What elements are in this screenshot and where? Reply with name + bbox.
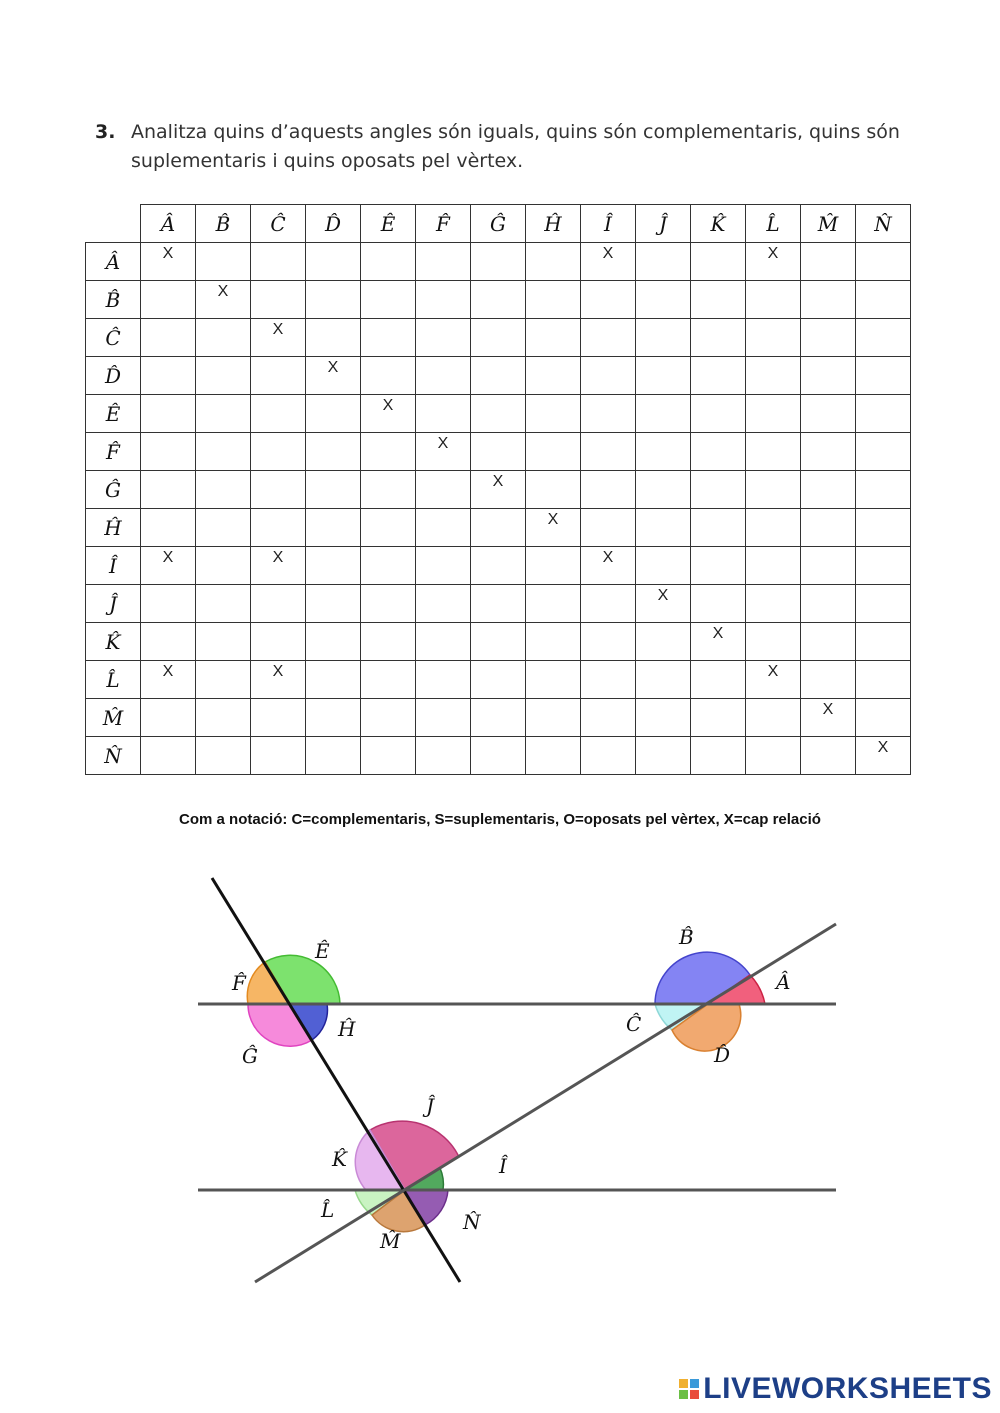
transversal-line-2: [255, 924, 836, 1282]
relation-cell[interactable]: [361, 433, 416, 471]
table-row: [86, 357, 911, 395]
label-l: L̂: [321, 1198, 335, 1222]
relation-cell[interactable]: [856, 547, 911, 585]
relation-cell[interactable]: [581, 395, 636, 433]
relation-cell[interactable]: [306, 281, 361, 319]
notation-legend: Com a notació: C=complementaris, S=suplementaris, O=oposats pel vèrtex, X=cap relació: [179, 811, 821, 828]
relation-cell[interactable]: [306, 509, 361, 547]
relation-cell[interactable]: [141, 699, 196, 737]
relation-cell[interactable]: [361, 471, 416, 509]
relation-cell[interactable]: [196, 585, 251, 623]
relation-cell[interactable]: [361, 661, 416, 699]
relation-cell[interactable]: [801, 243, 856, 281]
relation-cell[interactable]: X: [141, 661, 196, 699]
label-e: Ê: [315, 939, 330, 963]
label-h: Ĥ: [338, 1017, 356, 1041]
relation-cell[interactable]: [306, 319, 361, 357]
relation-cell[interactable]: [361, 699, 416, 737]
relation-cell[interactable]: [636, 281, 691, 319]
relation-cell[interactable]: [581, 737, 636, 775]
relation-cell[interactable]: [691, 281, 746, 319]
transversal-line-1: [212, 878, 460, 1282]
relation-cell[interactable]: [746, 547, 801, 585]
relation-cell[interactable]: [801, 471, 856, 509]
label-b: B̂: [679, 925, 694, 949]
label-n: N̂: [463, 1210, 481, 1234]
relation-cell[interactable]: [801, 281, 856, 319]
relation-cell[interactable]: [636, 395, 691, 433]
relation-cell[interactable]: [526, 319, 581, 357]
relation-cell[interactable]: X: [196, 281, 251, 319]
table-row: [86, 433, 911, 471]
relation-cell[interactable]: [636, 737, 691, 775]
relation-cell[interactable]: [196, 357, 251, 395]
relation-cell[interactable]: [856, 585, 911, 623]
relation-cell[interactable]: [691, 357, 746, 395]
column-header: Î: [581, 205, 636, 243]
relation-cell[interactable]: [526, 623, 581, 661]
relation-cell[interactable]: [856, 623, 911, 661]
liveworksheets-logo: [679, 1372, 992, 1406]
relation-cell[interactable]: X: [746, 661, 801, 699]
relation-cell[interactable]: [251, 281, 306, 319]
relation-cell[interactable]: [196, 471, 251, 509]
exercise-text: Analitza quins d’aquests angles són iguals, quins són complementaris, quins són suplementaris i quins oposats pel vèrtex.: [131, 121, 900, 172]
relation-cell[interactable]: [141, 395, 196, 433]
relation-cell[interactable]: [361, 281, 416, 319]
relation-cell[interactable]: [196, 395, 251, 433]
relation-cell[interactable]: [581, 661, 636, 699]
relation-cell[interactable]: X: [141, 547, 196, 585]
relation-cell[interactable]: [691, 699, 746, 737]
column-header: Ĵ: [636, 205, 691, 243]
relation-cell[interactable]: [416, 471, 471, 509]
relation-cell[interactable]: X: [581, 243, 636, 281]
relation-cell[interactable]: [746, 395, 801, 433]
row-header: Ĝ: [86, 471, 141, 509]
relation-cell[interactable]: [636, 623, 691, 661]
relation-cell[interactable]: [306, 699, 361, 737]
relation-cell[interactable]: [416, 661, 471, 699]
logo-mark-icon: [679, 1379, 699, 1399]
relation-cell[interactable]: [691, 319, 746, 357]
relation-cell[interactable]: [856, 509, 911, 547]
relation-cell[interactable]: [746, 737, 801, 775]
relation-cell[interactable]: X: [471, 471, 526, 509]
relation-cell[interactable]: [581, 471, 636, 509]
row-header: Î: [86, 547, 141, 585]
relation-cell[interactable]: [856, 395, 911, 433]
relation-cell[interactable]: [471, 699, 526, 737]
column-header: K̂: [691, 205, 746, 243]
relation-cell[interactable]: [581, 509, 636, 547]
relation-cell[interactable]: [526, 547, 581, 585]
relation-cell[interactable]: [691, 395, 746, 433]
relation-cell[interactable]: [196, 737, 251, 775]
label-j: Ĵ: [426, 1094, 435, 1118]
relation-cell[interactable]: [196, 661, 251, 699]
relation-cell[interactable]: X: [526, 509, 581, 547]
relation-cell[interactable]: [416, 585, 471, 623]
row-header: Ê: [86, 395, 141, 433]
table-row: [86, 243, 911, 281]
relation-cell[interactable]: [251, 585, 306, 623]
relation-cell[interactable]: [746, 319, 801, 357]
relation-cell[interactable]: [251, 471, 306, 509]
relation-cell[interactable]: [306, 471, 361, 509]
relation-cell[interactable]: [416, 699, 471, 737]
relation-cell[interactable]: [801, 623, 856, 661]
relation-cell[interactable]: [856, 281, 911, 319]
relation-cell[interactable]: [691, 661, 746, 699]
relation-cell[interactable]: [581, 357, 636, 395]
relation-cell[interactable]: [526, 395, 581, 433]
relation-cell[interactable]: [636, 699, 691, 737]
relation-cell[interactable]: [636, 547, 691, 585]
relation-cell[interactable]: X: [251, 319, 306, 357]
relation-cell[interactable]: [636, 243, 691, 281]
relation-cell[interactable]: X: [251, 547, 306, 585]
relation-cell[interactable]: [746, 281, 801, 319]
column-header: Ĥ: [526, 205, 581, 243]
relation-cell[interactable]: [636, 357, 691, 395]
relation-cell[interactable]: X: [306, 357, 361, 395]
relation-cell[interactable]: [471, 319, 526, 357]
table-row: [86, 395, 911, 433]
relation-cell[interactable]: [526, 433, 581, 471]
table-row: [86, 547, 911, 585]
relation-cell[interactable]: [361, 585, 416, 623]
label-a: Â: [776, 970, 791, 994]
relation-cell[interactable]: [196, 623, 251, 661]
row-header: Â: [86, 243, 141, 281]
relation-cell[interactable]: [141, 281, 196, 319]
relation-cell[interactable]: [416, 395, 471, 433]
column-header: M̂: [801, 205, 856, 243]
relation-cell[interactable]: [306, 623, 361, 661]
relation-cell[interactable]: X: [581, 547, 636, 585]
relation-cell[interactable]: [581, 623, 636, 661]
relation-cell[interactable]: [361, 319, 416, 357]
relation-cell[interactable]: [801, 737, 856, 775]
relation-cell[interactable]: [416, 547, 471, 585]
relation-cell[interactable]: [691, 433, 746, 471]
relation-cell[interactable]: [746, 357, 801, 395]
relation-cell[interactable]: [306, 737, 361, 775]
label-k: K̂: [332, 1147, 347, 1171]
table-row: [86, 319, 911, 357]
relation-cell[interactable]: [141, 509, 196, 547]
relation-cell[interactable]: [746, 623, 801, 661]
relation-cell[interactable]: [526, 585, 581, 623]
column-header: L̂: [746, 205, 801, 243]
row-header: Ĥ: [86, 509, 141, 547]
column-header: N̂: [856, 205, 911, 243]
row-header: D̂: [86, 357, 141, 395]
relation-cell[interactable]: [581, 281, 636, 319]
relation-cell[interactable]: [196, 699, 251, 737]
relation-cell[interactable]: [581, 319, 636, 357]
row-header: N̂: [86, 737, 141, 775]
relation-cell[interactable]: [526, 357, 581, 395]
relation-cell[interactable]: [306, 585, 361, 623]
relation-cell[interactable]: [416, 281, 471, 319]
relation-cell[interactable]: [141, 623, 196, 661]
relation-cell[interactable]: [856, 661, 911, 699]
relation-cell[interactable]: [141, 471, 196, 509]
logo-text: LIVEWORKSHEETS: [703, 1372, 992, 1405]
relation-cell[interactable]: [416, 243, 471, 281]
relation-cell[interactable]: [581, 699, 636, 737]
relation-cell[interactable]: [196, 243, 251, 281]
relation-cell[interactable]: [471, 547, 526, 585]
relation-cell[interactable]: [141, 319, 196, 357]
row-header: B̂: [86, 281, 141, 319]
relation-cell[interactable]: [801, 661, 856, 699]
relation-cell[interactable]: X: [746, 243, 801, 281]
relation-cell[interactable]: [141, 433, 196, 471]
relation-cell[interactable]: [306, 547, 361, 585]
relation-cell[interactable]: [306, 661, 361, 699]
relation-cell[interactable]: [361, 547, 416, 585]
relation-cell[interactable]: [196, 509, 251, 547]
relation-cell[interactable]: [471, 737, 526, 775]
relation-cell[interactable]: [801, 509, 856, 547]
column-header: Ĉ: [251, 205, 306, 243]
relation-cell[interactable]: [251, 623, 306, 661]
relation-cell[interactable]: [856, 699, 911, 737]
relation-cell[interactable]: [251, 509, 306, 547]
relation-cell[interactable]: [801, 319, 856, 357]
row-header: L̂: [86, 661, 141, 699]
relation-cell[interactable]: [141, 357, 196, 395]
relation-cell[interactable]: [801, 585, 856, 623]
relation-cell[interactable]: [361, 737, 416, 775]
column-header: Â: [141, 205, 196, 243]
relation-cell[interactable]: [306, 395, 361, 433]
column-header: D̂: [306, 205, 361, 243]
relation-cell[interactable]: [416, 623, 471, 661]
label-f: F̂: [232, 971, 246, 995]
relation-cell[interactable]: [251, 243, 306, 281]
relation-cell[interactable]: [691, 737, 746, 775]
column-header: F̂: [416, 205, 471, 243]
relation-cell[interactable]: [801, 357, 856, 395]
table-row: [86, 737, 911, 775]
relation-cell[interactable]: [251, 737, 306, 775]
label-i: Î: [499, 1154, 507, 1178]
relation-cell[interactable]: [526, 737, 581, 775]
table-row: [86, 585, 911, 623]
relation-cell[interactable]: [581, 433, 636, 471]
relation-cell[interactable]: [361, 623, 416, 661]
relation-cell[interactable]: X: [141, 243, 196, 281]
row-header: Ĵ: [86, 585, 141, 623]
relation-cell[interactable]: [856, 433, 911, 471]
relation-cell[interactable]: [691, 243, 746, 281]
relation-cell[interactable]: [856, 243, 911, 281]
row-header: Ĉ: [86, 319, 141, 357]
relation-cell[interactable]: [471, 243, 526, 281]
table-row: [86, 281, 911, 319]
relation-cell[interactable]: [581, 585, 636, 623]
column-header: Ĝ: [471, 205, 526, 243]
relation-cell[interactable]: [196, 547, 251, 585]
relation-cell[interactable]: [526, 243, 581, 281]
relation-cell[interactable]: X: [251, 661, 306, 699]
relation-cell[interactable]: [361, 243, 416, 281]
relation-cell[interactable]: [141, 737, 196, 775]
angle-figure: [0, 860, 1000, 1290]
relation-cell[interactable]: [471, 623, 526, 661]
relation-cell[interactable]: [471, 661, 526, 699]
relation-cell[interactable]: [856, 471, 911, 509]
column-header: Ê: [361, 205, 416, 243]
label-c: Ĉ: [626, 1012, 642, 1036]
relation-cell[interactable]: [196, 319, 251, 357]
relation-cell[interactable]: [306, 243, 361, 281]
relation-cell[interactable]: [471, 281, 526, 319]
relation-cell[interactable]: [416, 319, 471, 357]
column-header: B̂: [196, 205, 251, 243]
relation-cell[interactable]: [526, 661, 581, 699]
relation-cell[interactable]: [746, 699, 801, 737]
relation-cell[interactable]: [691, 471, 746, 509]
relation-cell[interactable]: [526, 281, 581, 319]
relation-cell[interactable]: [526, 471, 581, 509]
relation-cell[interactable]: [251, 433, 306, 471]
table-row: [86, 623, 911, 661]
relation-cell[interactable]: [361, 509, 416, 547]
relation-cell[interactable]: [636, 433, 691, 471]
relation-cell[interactable]: [471, 395, 526, 433]
relation-cell[interactable]: [691, 509, 746, 547]
table-corner: [86, 205, 141, 243]
relation-cell[interactable]: [141, 585, 196, 623]
relation-cell[interactable]: [746, 509, 801, 547]
relation-cell[interactable]: [416, 737, 471, 775]
relation-cell[interactable]: X: [856, 737, 911, 775]
relation-cell[interactable]: [801, 395, 856, 433]
relation-cell[interactable]: [251, 357, 306, 395]
relation-cell[interactable]: [251, 699, 306, 737]
label-m: M̂: [380, 1229, 401, 1253]
relation-cell[interactable]: [361, 357, 416, 395]
relation-cell[interactable]: [801, 433, 856, 471]
label-d: D̂: [714, 1043, 731, 1067]
table-row: [86, 509, 911, 547]
relation-cell[interactable]: [636, 661, 691, 699]
relation-cell[interactable]: X: [801, 699, 856, 737]
relation-cell[interactable]: [636, 319, 691, 357]
relation-cell[interactable]: [636, 471, 691, 509]
relation-cell[interactable]: [416, 357, 471, 395]
relation-cell[interactable]: [856, 319, 911, 357]
relation-cell[interactable]: [691, 547, 746, 585]
relation-cell[interactable]: X: [691, 623, 746, 661]
relation-cell[interactable]: [746, 585, 801, 623]
relation-cell[interactable]: [196, 433, 251, 471]
exercise-statement: [95, 118, 925, 176]
relation-cell[interactable]: [636, 509, 691, 547]
relation-cell[interactable]: [471, 585, 526, 623]
exercise-number: 3.: [95, 121, 116, 143]
relation-cell[interactable]: [471, 433, 526, 471]
row-header: F̂: [86, 433, 141, 471]
label-g: Ĝ: [242, 1044, 258, 1068]
relation-cell[interactable]: X: [416, 433, 471, 471]
angle-relation-table: [85, 204, 911, 775]
relation-cell[interactable]: [801, 547, 856, 585]
relation-cell[interactable]: [856, 357, 911, 395]
relation-cell[interactable]: X: [361, 395, 416, 433]
relation-cell[interactable]: [416, 509, 471, 547]
relation-cell[interactable]: [471, 357, 526, 395]
table-row: [86, 471, 911, 509]
relation-cell[interactable]: [526, 699, 581, 737]
relation-cell[interactable]: [746, 471, 801, 509]
relation-cell[interactable]: X: [636, 585, 691, 623]
row-header: K̂: [86, 623, 141, 661]
table-row: [86, 699, 911, 737]
relation-cell[interactable]: [306, 433, 361, 471]
table-row: [86, 661, 911, 699]
relation-cell[interactable]: [471, 509, 526, 547]
relation-cell[interactable]: [251, 395, 306, 433]
relation-cell[interactable]: [746, 433, 801, 471]
row-header: M̂: [86, 699, 141, 737]
relation-cell[interactable]: [691, 585, 746, 623]
